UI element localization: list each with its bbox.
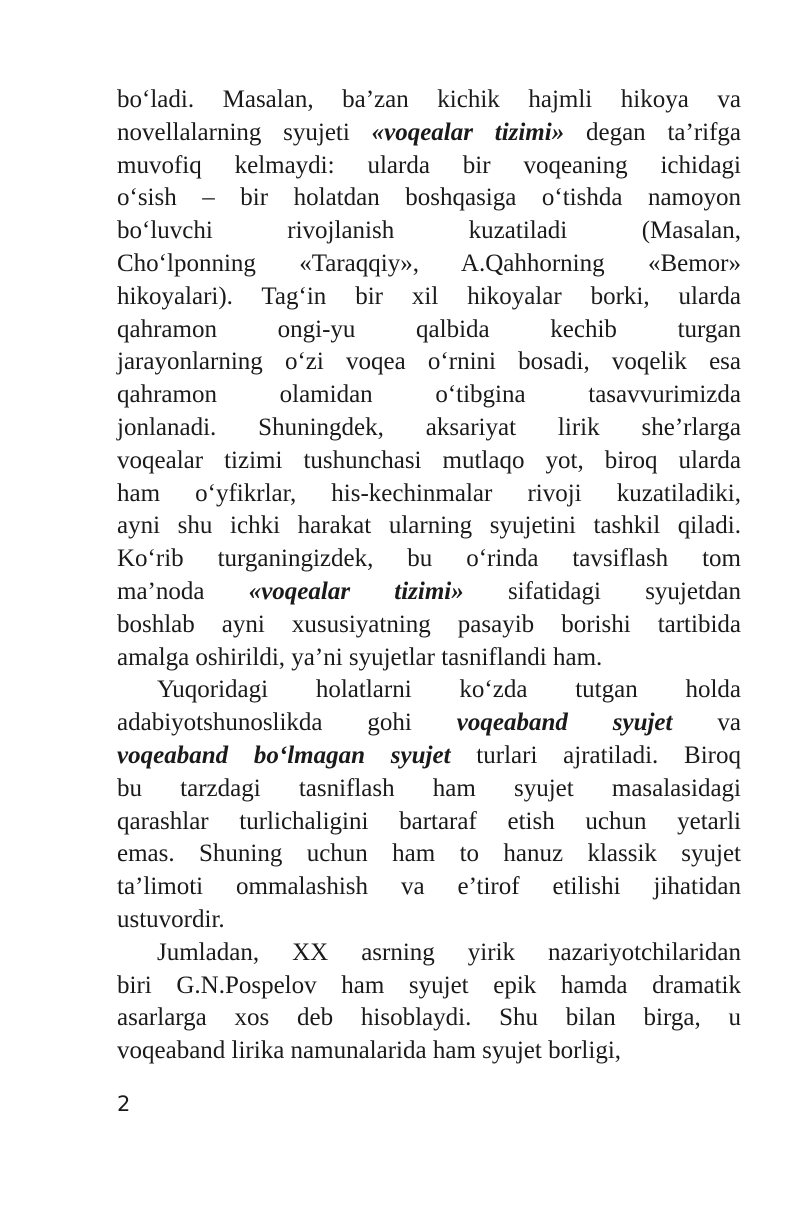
text-line — [117, 838, 741, 871]
text-line — [117, 412, 741, 445]
paragraph — [117, 937, 741, 1068]
text-run: Ko‘rib turganingizdek, bu o‘rinda tavsiflash tom — [117, 545, 741, 573]
text-run: ustuvordir. — [117, 905, 225, 933]
text-run: degan ta’rifga — [564, 118, 742, 146]
text-line — [117, 379, 741, 412]
text-run: bu tarzdagi tasniflash ham syujet masalasidagi — [117, 774, 741, 802]
text-line — [117, 346, 741, 379]
text-line — [117, 674, 741, 707]
text-run: boshlab ayni xususiyatning pasayib borishi tartibida — [117, 610, 741, 638]
document-body — [117, 84, 741, 1068]
text-run: bo‘ladi. Masalan, ba’zan kichik hajmli hikoya va — [117, 86, 741, 113]
text-line — [117, 1035, 741, 1068]
text-line — [117, 314, 741, 347]
emphasized-term: «voqealar tizimi» — [371, 118, 565, 146]
emphasized-term: voqeaband bo‘lmagan syujet — [117, 741, 451, 769]
text-line — [117, 510, 741, 543]
text-line — [117, 281, 741, 314]
text-line — [117, 84, 741, 117]
text-run: voqeaband lirika namunalarida ham syujet borligi, — [117, 1037, 622, 1065]
text-run: asarlarga xos deb hisoblaydi. Shu bilan birga, u — [117, 1004, 741, 1032]
text-line — [117, 970, 741, 1003]
text-line — [117, 117, 741, 150]
emphasized-term: voqeaband syujet — [456, 709, 673, 737]
text-line — [117, 806, 741, 839]
text-run: ayni shu ichki harakat ularning syujetini tashkil qiladi. — [117, 512, 741, 540]
text-run: biri G.N.Pospelov ham syujet epik hamda dramatik — [117, 971, 741, 999]
text-run: novellalarning syujeti — [117, 118, 372, 146]
text-run: va — [672, 709, 741, 737]
text-run: sifatidagi syujetdan — [463, 577, 742, 605]
text-line — [117, 707, 741, 740]
text-line — [117, 937, 741, 970]
text-run: jonlanadi. Shuningdek, aksariyat lirik she’rlarga — [117, 413, 741, 441]
text-run: amalga oshirildi, ya’ni syujetlar tasniflandi ham. — [117, 643, 603, 671]
text-run: muvofiq kelmaydi: ularda bir voqeaning ichidagi — [117, 151, 741, 179]
text-line — [117, 773, 741, 806]
text-run: emas. Shuning uchun ham to hanuz klassik syujet — [117, 840, 741, 868]
text-run: ta’limoti ommalashish va e’tirof etilishi jihatidan — [117, 873, 741, 901]
text-line — [117, 609, 741, 642]
text-line — [117, 445, 741, 478]
text-run: hikoyalari). Tag‘in bir xil hikoyalar borki, ularda — [117, 282, 741, 310]
text-run: bo‘luvchi rivojlanish kuzatiladi (Masalan, — [117, 217, 741, 245]
text-run: voqealar tizimi tushunchasi mutlaqo yot, biroq ularda — [117, 446, 741, 474]
emphasized-term: «voqealar tizimi» — [248, 577, 464, 605]
text-run: qahramon olamidan o‘tibgina tasavvurimizda — [117, 381, 741, 409]
text-line — [117, 478, 741, 511]
text-line — [117, 904, 741, 937]
text-run: Yuqoridagi holatlarni ko‘zda tutgan holda — [157, 676, 741, 704]
text-line — [117, 150, 741, 183]
text-run: o‘sish – bir holatdan boshqasiga o‘tishda namoyon — [117, 184, 741, 212]
text-line — [117, 576, 741, 609]
text-run: turlari ajratiladi. Biroq — [450, 741, 742, 769]
text-line — [117, 740, 741, 773]
text-line — [117, 1002, 741, 1035]
text-line — [117, 248, 741, 281]
text-line — [117, 543, 741, 576]
text-line — [117, 215, 741, 248]
paragraph — [117, 674, 741, 936]
text-run: adabiyotshunoslikda gohi — [117, 709, 457, 737]
text-run: ham o‘yfikrlar, his-kechinmalar rivoji kuzatiladiki, — [117, 479, 741, 507]
text-run: ma’noda — [117, 577, 249, 605]
text-run: qarashlar turlichaligini bartaraf etish uchun yetarli — [117, 807, 741, 835]
page-number: 2 — [117, 1092, 131, 1116]
paragraph — [117, 84, 741, 674]
text-run: Cho‘lponning «Taraqqiy», A.Qahhorning «Bemor» — [117, 249, 741, 277]
text-line — [117, 182, 741, 215]
text-line — [117, 642, 741, 675]
text-run: jarayonlarning o‘zi voqea o‘rnini bosadi, voqelik esa — [117, 348, 741, 376]
text-line — [117, 871, 741, 904]
text-run: Jumladan, XX asrning yirik nazariyotchilaridan — [157, 938, 741, 966]
text-run: qahramon ongi-yu qalbida kechib turgan — [117, 315, 741, 343]
